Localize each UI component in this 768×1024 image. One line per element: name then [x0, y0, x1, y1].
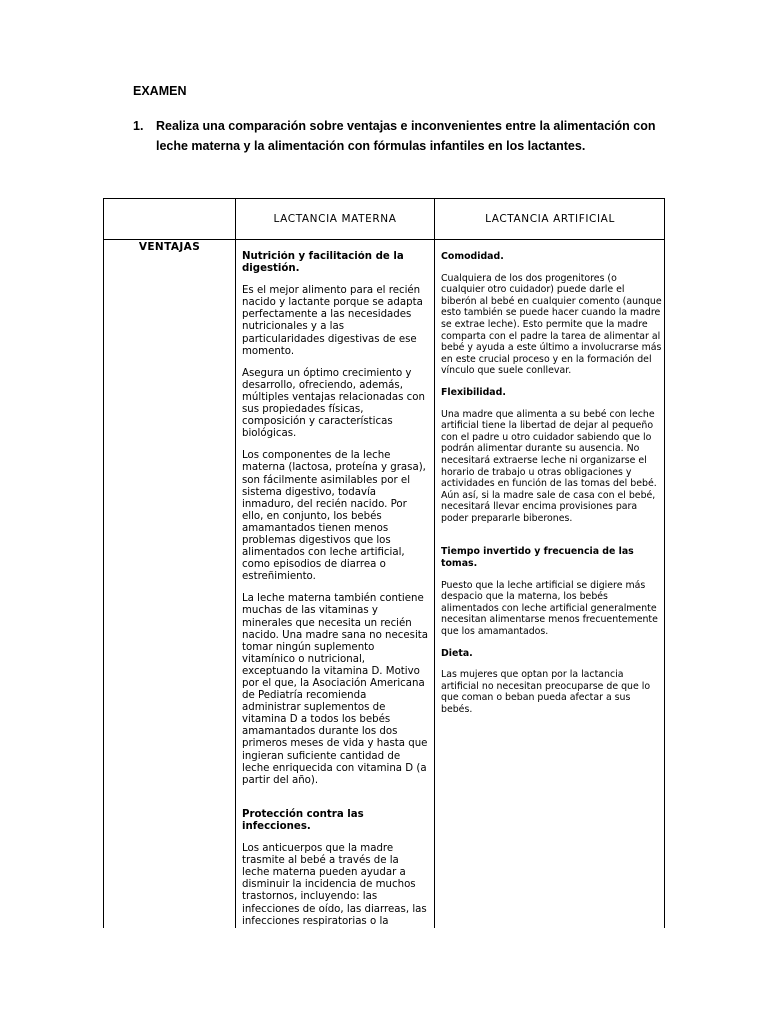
column-header-lactancia-materna: LACTANCIA MATERNA — [273, 213, 397, 225]
exam-title: EXAMEN — [133, 84, 187, 98]
paragraph: Los componentes de la leche materna (lactosa, proteína y grasa), son fácilmente asimilables por el sistema digestivo, todavía inmaduro, del recién nacido. Por ello, en conjunto, los bebés amamantados tienen menos problemas digestivos que los alimentados con leche artificial, como episodios de diarrea o estreñimiento. — [242, 450, 426, 583]
paragraph: Las mujeres que optan por la lactancia artificial no necesitan preocuparse de que lo que coman o beban pueda afectar a sus bebés. — [441, 669, 651, 715]
paragraph: Una madre que alimenta a su bebé con leche artificial tiene la libertad de dejar al pequeño con el padre u otro cuidador sabiendo que lo podrán alimentar durante su ausencia. No necesitará extraerse leche ni organizarse el horario de trabajo u otras obligaciones y actividades en función de las tomas del bebé. Aún así, si la madre sale de casa con el bebé, necesitará llevar encima provisiones para poder prepararle biberones. — [441, 408, 657, 524]
cell-materna-ventajas — [242, 251, 428, 928]
paragraph: Cualquiera de los dos progenitores (o cualquier otro cuidador) puede darle el biberón al bebé en cualquier comento (aunque esto también se puede hacer cuando la madre se extrae leche). Esto permite que la madre comparta con el padre la tarea de alimentar al bebé y ayuda a este último a involucrarse más en este crucial proceso y en la formación del vínculo que suele conllevar. — [441, 272, 662, 377]
section-heading: Nutrición y facilitación de la digestión. — [242, 251, 404, 275]
paragraph: Asegura un óptimo crecimiento y desarrollo, ofreciendo, además, múltiples ventajas relacionadas con sus propiedades físicas, composición y características biológicas. — [242, 367, 425, 440]
section-heading: Dieta. — [441, 647, 473, 659]
table-divider — [104, 239, 664, 240]
question-number: 1. — [133, 119, 144, 133]
paragraph: Es el mejor alimento para el recién nacido y lactante porque se adapta perfectamente a las necesidades nutricionales y a las particularidades digestivas de ese momento. — [242, 285, 423, 357]
section-heading: Flexibilidad. — [441, 386, 506, 398]
question-1 — [133, 116, 673, 156]
paragraph: La leche materna también contiene muchas de las vitaminas y minerales que necesita un recién nacido. Una madre sana no necesita tomar ningún suplemento vitamínico o nutricional, exceptuando la vitamina D. Motivo por el que, la Asociación Americana de Pediatría recomienda administrar suplementos de vitamina D a todos los bebés amamantados durante los dos primeros meses de vida y hasta que ingieran suficiente cantidad de leche enriquecida con vitamina D (a partir del año). — [242, 593, 428, 786]
section-heading: Comodidad. — [441, 251, 504, 262]
section-heading: Tiempo invertido y frecuencia de las tomas. — [441, 546, 634, 570]
section-heading: Protección contra las infecciones. — [242, 808, 364, 832]
document-header — [133, 84, 673, 156]
row-label-ventajas: VENTAJAS — [138, 241, 201, 253]
comparison-table — [103, 198, 665, 928]
table-divider — [434, 199, 435, 928]
paragraph: Puesto que la leche artificial se digiere más despacio que la materna, los bebés alimentados con leche artificial generalmente necesitan alimentarse menos frecuentemente que los amamantados. — [441, 579, 658, 638]
column-header-lactancia-artificial: LACTANCIA ARTIFICIAL — [485, 213, 615, 225]
table-divider — [235, 199, 236, 928]
paragraph: Los anticuerpos que la madre trasmite al bebé a través de la leche materna pueden ayudar a disminuir la incidencia de muchos trastornos, incluyendo: las infecciones de oído, las diarreas, las infecciones respiratorias o la — [242, 843, 427, 927]
cell-artificial-ventajas — [441, 251, 663, 928]
question-text: Realiza una comparación sobre ventajas e inconvenientes entre la alimentación con leche materna y la alimentación con fórmulas infantiles en los lactantes. — [156, 119, 656, 153]
